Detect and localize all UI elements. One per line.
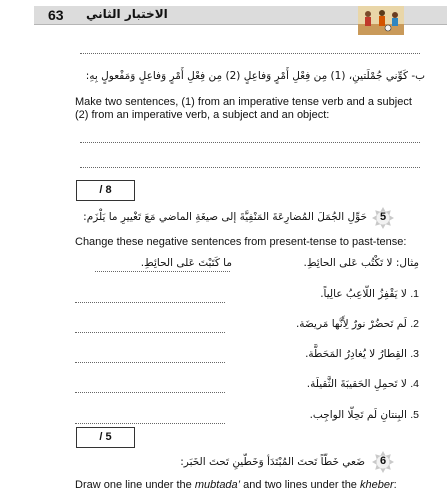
- item-sentence: لا تَحمِلِ الحَقيبَةَ الثَّقيلَة.: [306, 378, 407, 390]
- header-photo-image: [358, 6, 404, 35]
- section-b-arabic-instruction: ب- كَوِّني جُمْلَتينِ، (1) مِن فِعْلِ أَمْرٍ وَفاعِلٍ (2) مِن فِعْلِ أَمْرٍ وَفاعِلٍ وَمَفْعولٍ بِهِ:: [85, 70, 425, 82]
- question-5-english-instruction: Change these negative sentences from present-tense to past-tense:: [75, 236, 407, 248]
- term-kheber: kheber: [359, 479, 394, 491]
- item-sentence: البِنتانِ لَم تَحِلّا الواجِب.: [309, 409, 407, 421]
- answer-line[interactable]: [75, 362, 225, 363]
- example-label: مِثال: لا تَكْتُب عَلى الحائِطِ.: [303, 257, 419, 269]
- item-number: 5.: [410, 409, 419, 421]
- answer-line[interactable]: [75, 392, 225, 393]
- question-6-number: 6: [379, 455, 387, 467]
- answer-line[interactable]: [75, 332, 225, 333]
- instruction-middle: and two lines under the: [240, 479, 360, 491]
- page-number: 63: [48, 7, 64, 23]
- item-number: 3.: [410, 348, 419, 360]
- term-mubtada: mubtada’: [194, 479, 241, 491]
- item-sentence: القِطارُ لا يُغادِرُ المَحَطَّة.: [305, 348, 407, 360]
- example-answer-line: [95, 271, 230, 272]
- question-6-arabic-instruction: ضَعي خَطّاً تَحتَ المُبْتَدَأ وَخَطّينِ تَحتَ الخَبَر:: [180, 456, 365, 468]
- item-text: [307, 378, 419, 390]
- item-number: 1.: [410, 288, 419, 300]
- test-title: الاختبار الثاني: [86, 7, 168, 21]
- item-text: [296, 318, 419, 330]
- item-text: [305, 348, 419, 360]
- answer-line[interactable]: [80, 53, 420, 54]
- section-b-score-box: / 8: [76, 180, 135, 201]
- section-b-english-instruction: Make two sentences, (1) from an imperative tense verb and a subject (2) from an imperative verb, a subject and an object:: [75, 96, 412, 121]
- item-text: [310, 409, 419, 421]
- answer-line[interactable]: [75, 302, 225, 303]
- answer-line[interactable]: [80, 142, 420, 143]
- instruction-prefix: Draw one line under the: [75, 479, 195, 491]
- item-sentence: لا يَقْفِزُ اللّاعِبُ عالِياً.: [320, 288, 407, 300]
- question-6-english-instruction: [75, 479, 445, 492]
- answer-line[interactable]: [80, 167, 420, 168]
- header-photo: [358, 6, 404, 35]
- question-5-number: 5: [379, 211, 387, 223]
- header-bar: [34, 6, 447, 25]
- question-5-badge: [372, 207, 394, 229]
- item-number: 4.: [410, 378, 419, 390]
- question-5-arabic-instruction: حَوِّلِ الجُمَلَ المُضارِعَةَ المَنْفِيَّةَ إلى صيغَةِ الماضي مَعَ تَغْييرِ ما يَلْزَم:: [83, 211, 367, 223]
- example-answer: ما كَتَبْتَ عَلى الحائِطِ.: [140, 257, 232, 269]
- question-5-score-box: / 5: [76, 427, 135, 448]
- item-number: 2.: [410, 318, 419, 330]
- instruction-suffix: :: [393, 479, 397, 491]
- item-text: [320, 288, 419, 300]
- item-sentence: لَم تَحضُرْ نورٌ لِأَنَّها مَريضَة.: [295, 318, 407, 330]
- answer-line[interactable]: [75, 423, 225, 424]
- question-6-badge: [372, 451, 394, 473]
